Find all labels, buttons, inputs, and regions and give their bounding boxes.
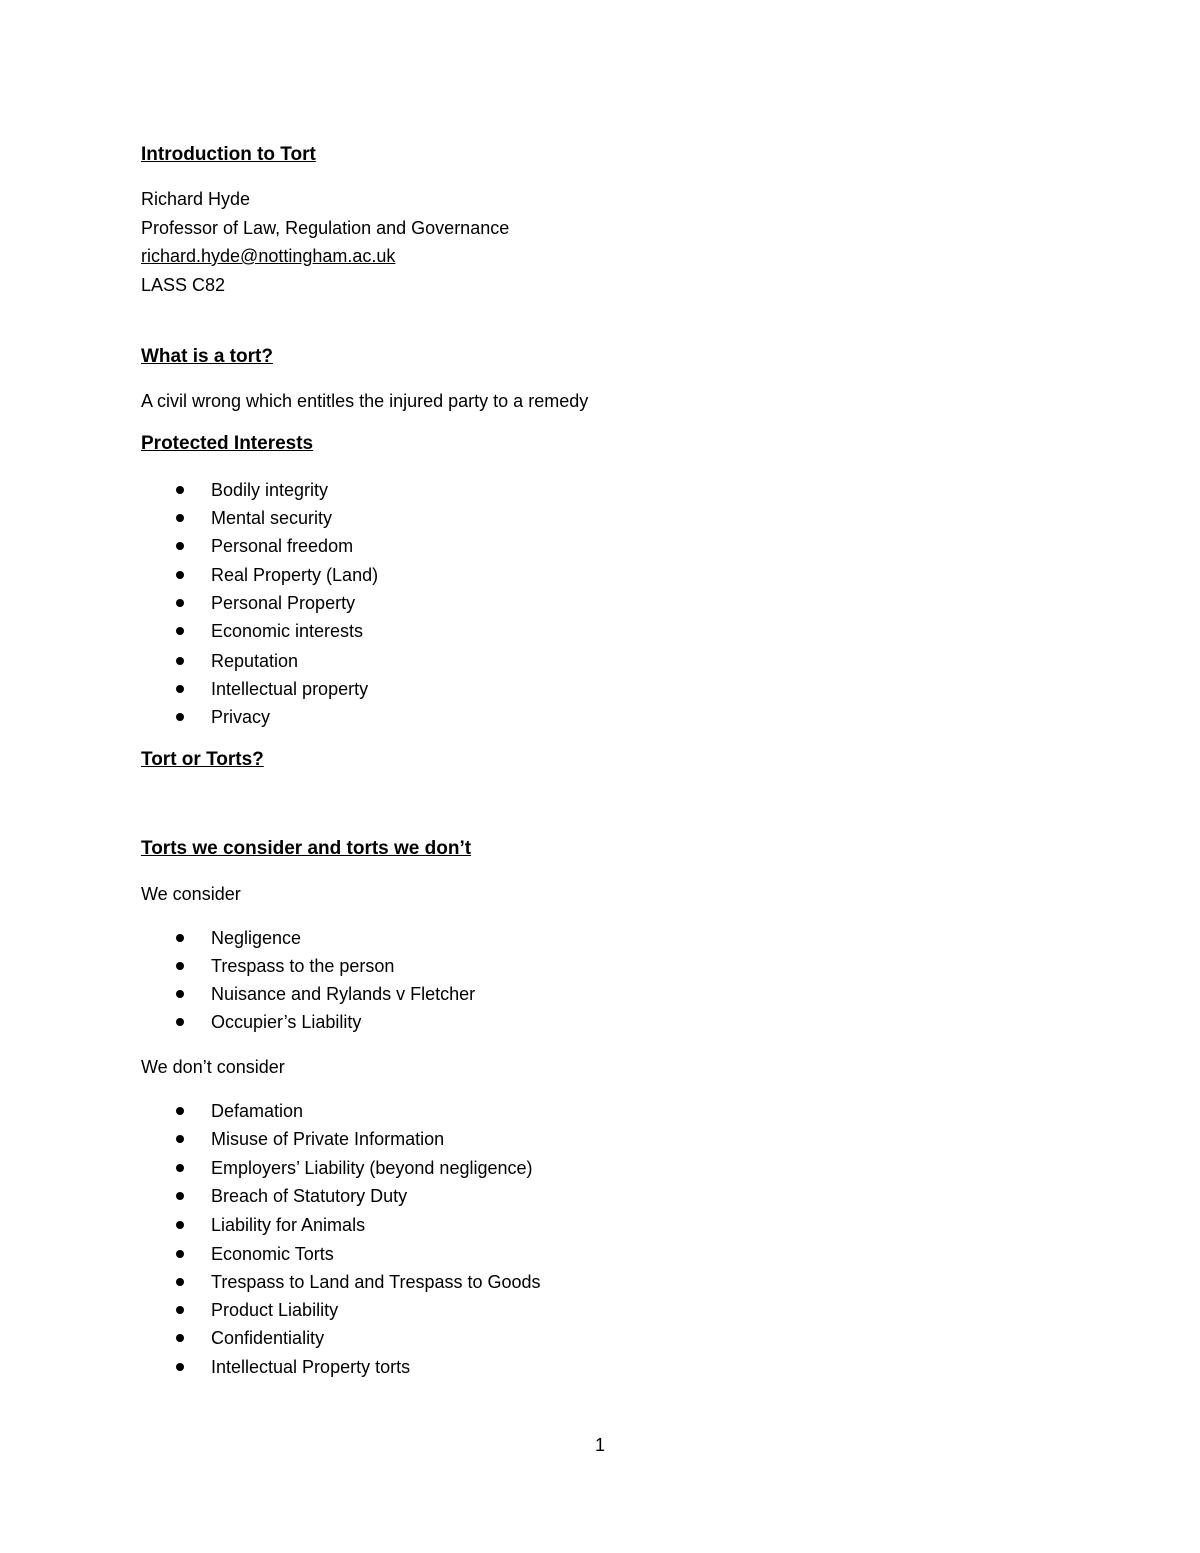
author-position: Professor of Law, Regulation and Governance — [141, 218, 510, 238]
bullet-icon — [176, 1135, 184, 1143]
bullet-icon — [176, 1334, 184, 1342]
document-page: Introduction to Tort Richard Hyde Professor of Law, Regulation and Governance richard.hyde@nottingham.ac.uk LASS C82 What is a tort? A civil wrong which entitles the injured party to a remedy Protected Interests Bodily integrity Mental security Personal freedom Real Property (Land) Personal Property Economic interests Reputation Intellectual property Privacy Tort or Torts? Torts we consider and torts we don’t We consider Negligence Trespass to the person Nuisance and Rylands v Fletcher Occupier’s Liability We don’t consider Defamation Misuse of Private Information Employers’ Liability (beyond negligence) Breach of Statutory Duty Liability for Animals Economic Torts Trespass to Land and Trespass to Goods Product Liability Confidentiality Intellectual Property torts 1 — [0, 0, 1200, 1553]
section-heading-what-is-tort: What is a tort? — [141, 346, 273, 367]
bullet-icon — [176, 1018, 184, 1026]
bullet-icon — [176, 685, 184, 693]
section-heading-tort-or-torts: Tort or Torts? — [141, 749, 264, 770]
bullet-icon — [176, 990, 184, 998]
author-email-link[interactable]: richard.hyde@nottingham.ac.uk — [141, 246, 396, 266]
bullet-icon — [176, 542, 184, 550]
section-heading-protected-interests: Protected Interests — [141, 433, 314, 454]
bullet-icon — [176, 486, 184, 494]
document-title: Introduction to Tort — [141, 144, 316, 165]
bullet-icon — [176, 934, 184, 942]
bullet-icon — [176, 1250, 184, 1258]
bullet-icon — [176, 571, 184, 579]
bullet-icon — [176, 713, 184, 721]
author-name: Richard Hyde — [141, 189, 251, 209]
bullet-icon — [176, 1164, 184, 1172]
we-dont-consider-label: We don’t consider — [141, 1057, 285, 1077]
tort-definition: A civil wrong which entitles the injured party to a remedy — [141, 391, 589, 411]
bullet-icon — [176, 599, 184, 607]
we-consider-label: We consider — [141, 884, 241, 904]
bullet-icon — [176, 627, 184, 635]
section-heading-torts-considered: Torts we consider and torts we don’t — [141, 838, 472, 859]
bullet-icon — [176, 1107, 184, 1115]
bullet-icon — [176, 962, 184, 970]
bullet-icon — [176, 1306, 184, 1314]
bullet-icon — [176, 514, 184, 522]
bullet-icon — [176, 1363, 184, 1371]
bullet-icon — [176, 1192, 184, 1200]
bullet-icon — [176, 1221, 184, 1229]
author-office: LASS C82 — [141, 275, 226, 295]
page-number: 1 — [594, 1435, 605, 1455]
bullet-icon — [176, 1278, 184, 1286]
bullet-icon — [176, 657, 184, 665]
